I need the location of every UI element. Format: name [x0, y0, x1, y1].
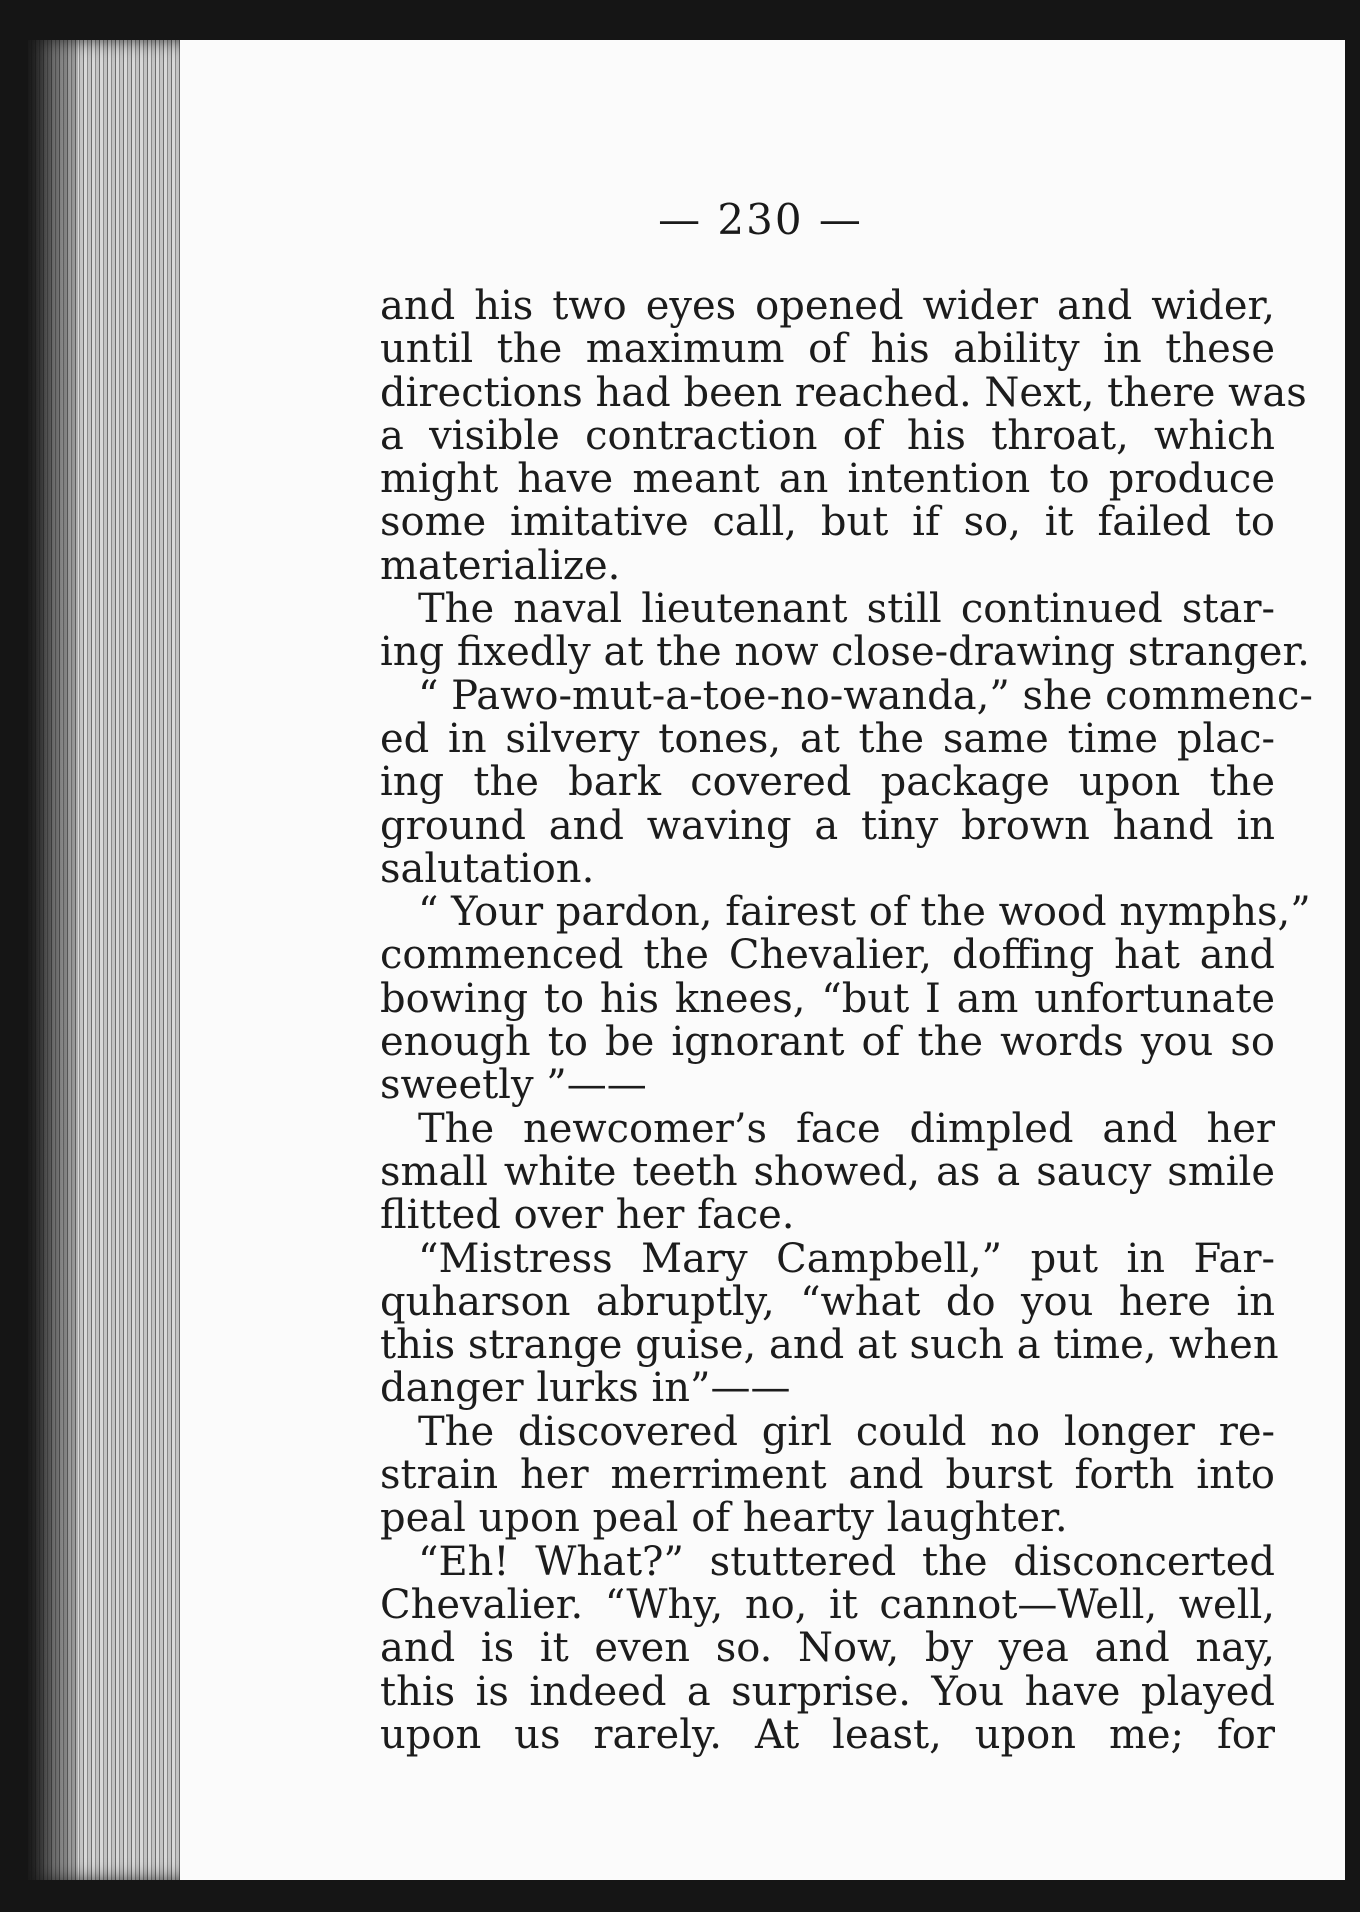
text-line: until the maximum of his ability in these — [380, 326, 1275, 373]
text-line: a visible contraction of his throat, which — [380, 412, 1275, 459]
text-line: quharson abruptly, “what do you here in — [380, 1278, 1275, 1325]
text-line: The naval lieutenant still continued star- — [418, 586, 1275, 633]
text-line: and is it even so. Now, by yea and nay, — [380, 1625, 1275, 1672]
text-line: might have meant an intention to produce — [380, 456, 1275, 503]
text-line: “Mistress Mary Campbell,” put in Far- — [418, 1235, 1275, 1282]
text-line: Chevalier. “Why, no, it cannot—Well, well, — [380, 1581, 1275, 1628]
text-line: flitted over her face. — [380, 1192, 795, 1239]
text-line: bowing to his knees, “but I am unfortunate — [380, 975, 1275, 1022]
book-page-edges — [28, 40, 188, 1880]
text-line: peal upon peal of hearty laughter. — [380, 1495, 1068, 1542]
text-line: ing the bark covered package upon the — [380, 759, 1275, 806]
text-line: sweetly ”—— — [380, 1062, 647, 1109]
text-line: upon us rarely. At least, upon me; for — [380, 1711, 1275, 1758]
text-line: ed in silvery tones, at the same time plac- — [380, 715, 1275, 762]
text-line: strain her merriment and burst forth into — [380, 1452, 1275, 1499]
text-line: this strange guise, and at such a time, when — [380, 1322, 1279, 1369]
text-line: this is indeed a surprise. You have played — [380, 1668, 1275, 1715]
text-line: The discovered girl could no longer re- — [418, 1408, 1275, 1455]
text-line: enough to be ignorant of the words you so — [380, 1019, 1275, 1066]
text-line: commenced the Chevalier, doffing hat and — [380, 932, 1275, 979]
text-line: salutation. — [380, 845, 595, 892]
text-line: some imitative call, but if so, it failed to — [380, 499, 1275, 546]
text-line: “ Your pardon, fairest of the wood nymphs,” — [418, 889, 1311, 936]
text-line: The newcomer’s face dimpled and her — [418, 1105, 1275, 1152]
text-line: materialize. — [380, 542, 621, 589]
text-line: ground and waving a tiny brown hand in — [380, 802, 1275, 849]
text-line: directions had been reached. Next, there was — [380, 369, 1307, 416]
text-line: “ Pawo-mut-a-toe-no-wanda,” she commenc- — [418, 672, 1313, 719]
book-page — [180, 40, 1345, 1880]
text-line: danger lurks in”—— — [380, 1365, 791, 1412]
page-number: — 230 — — [658, 195, 863, 244]
body-text — [380, 283, 1313, 1758]
text-line: and his two eyes opened wider and wider, — [380, 283, 1275, 329]
text-line: small white teeth showed, as a saucy smile — [380, 1148, 1275, 1195]
text-line: ing fixedly at the now close-drawing stranger. — [380, 629, 1310, 676]
text-line: “Eh! What?” stuttered the disconcerted — [418, 1538, 1275, 1585]
